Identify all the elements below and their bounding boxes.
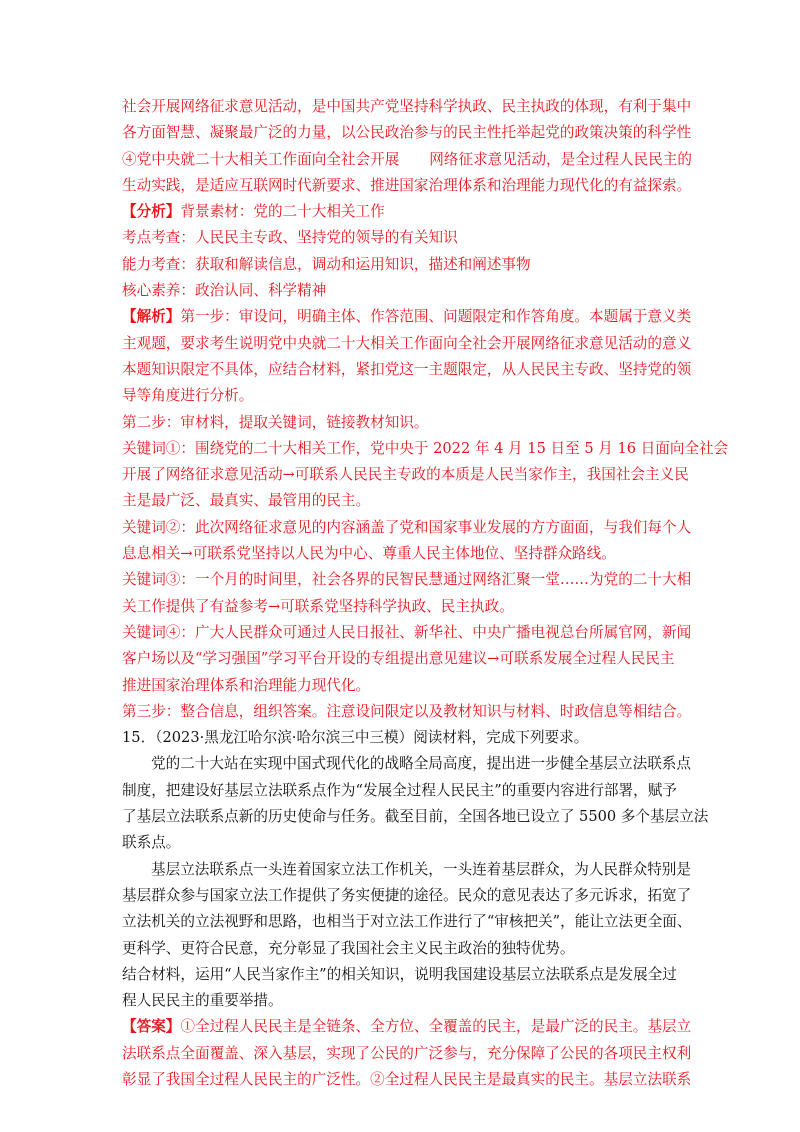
text-run: 制度，把建设好基层立法联系点作为“发展全过程人民民主”的重要内容进行部署，赋予: [122, 781, 677, 799]
text-run: 【分析】: [122, 203, 181, 221]
text-line: [122, 962, 682, 988]
text-line: [122, 594, 682, 620]
text-line: [122, 909, 692, 935]
text-run: 基层立法联系点一头连着国家立法工作机关，一头连着基层群众，为人民群众特别是: [151, 860, 691, 878]
text-run: 第三步：整合信息，组织答案。注意设问限定以及教材知识与材料、时政信息等相结合。: [122, 702, 692, 720]
text-line: [122, 567, 692, 593]
text-run: 息息相关→可联系党坚持以人民为中心、尊重人民主体地位、坚持群众路线。: [122, 545, 616, 563]
text-run: 更科学、更符合民意，充分彰显了我国社会主义民主政治的独特优势。: [122, 939, 575, 957]
text-line: [122, 120, 692, 146]
text-line: [122, 436, 729, 462]
text-run: 主是最广泛、最真实、最管用的民主。: [122, 492, 371, 510]
text-run: 关键词④：广大人民群众可通过人民日报社、新华社、中央广播电视总台所属官网，新闻: [122, 623, 692, 641]
text-run: 考点考查：人民民主专政、坚持党的领导的有关知识: [122, 229, 458, 247]
text-line: [122, 278, 682, 304]
text-run: 网络征求意见活动，是全过程人民民主的: [429, 150, 692, 168]
text-line: [122, 383, 682, 409]
text-run: 关键词①：围绕党的二十大相关工作，党中央于 2022 年 4 月 15 日至 5 月 16 日面向全社会: [122, 439, 729, 457]
text-run: 15．（2023·黑龙江哈尔滨·哈尔滨三中三模）阅读材料，完成下列要求。: [122, 729, 589, 747]
text-line: [122, 1041, 692, 1067]
text-line: [122, 488, 682, 514]
text-run: 了基层立法联系点新的历史使命与任务。截至目前，全国各地已设立了 5500 多个基层立法: [122, 808, 709, 826]
text-run: 推进国家治理体系和治理能力现代化。: [122, 676, 371, 694]
text-line: [122, 699, 692, 725]
text-run: 开展了网络征求意见活动→可联系人民民主专政的本质是人民当家作主，我国社会主义民: [122, 466, 689, 484]
text-line: [122, 857, 691, 883]
text-run: 本题知识限定不具体，应结合材料，紧扣党这一主题限定，从人民民主专政、坚持党的领: [122, 360, 692, 378]
text-run: 客户场以及“学习强国”学习平台开设的专组提出意见建议→可联系发展全过程人民民主: [122, 650, 675, 668]
text-run: 各方面智慧、凝聚最广泛的力量，以公民政治参与的民主性托举起党的政策决策的科学性: [122, 124, 692, 142]
text-line: [122, 1067, 692, 1093]
text-line: [122, 462, 689, 488]
text-line: [122, 541, 682, 567]
document-page: [122, 94, 729, 1093]
text-line: [122, 751, 691, 777]
text-run: 第一步：审设问，明确主体、作答范围、问题限定和作答角度。本题属于意义类: [180, 308, 692, 326]
text-run: 关工作提供了有益参考→可联系党坚持科学执政、民主执政。: [122, 597, 514, 615]
text-line: [122, 331, 692, 357]
text-run: 程人民民主的重要举措。: [122, 992, 283, 1010]
text-run: 关键词③：一个月的时间里，社会各界的民智民慧通过网络汇聚一堂……为党的二十大相: [122, 571, 692, 589]
text-line: [122, 304, 692, 330]
text-line: [122, 673, 682, 699]
text-run: 第二步：审材料，提取关键词，链接教材知识。: [122, 413, 429, 431]
text-run: ④党中央就二十大相关工作面向全社会开展: [122, 150, 400, 168]
text-line: [122, 94, 692, 120]
text-run: 立法机关的立法视野和思路，也相当于对立法工作进行了“审核把关”，能让立法更全面、: [122, 913, 692, 931]
text-line: [122, 778, 682, 804]
text-line: [122, 620, 692, 646]
text-line: [122, 830, 682, 856]
text-line: [122, 1014, 692, 1040]
text-run: 【答案】: [122, 1018, 181, 1036]
text-line: [122, 357, 692, 383]
text-line: [122, 725, 682, 751]
text-line: [122, 646, 682, 672]
text-line: [122, 804, 709, 830]
text-run: 联系点。: [122, 834, 181, 852]
text-line: [122, 252, 682, 278]
text-run: 核心素养：政治认同、科学精神: [122, 282, 327, 300]
text-line: [122, 199, 682, 225]
text-run: 生动实践，是适应互联网时代新要求、推进国家治理体系和治理能力现代化的有益探索。: [122, 176, 692, 194]
text-run: 彰显了我国全过程人民民主的广泛性。②全过程人民民主是最真实的民主。基层立法联系: [122, 1070, 692, 1088]
text-line: [122, 988, 682, 1014]
text-run: 结合材料，运用“人民当家作主”的相关知识，说明我国建设基层立法联系点是发展全过: [122, 965, 677, 983]
text-run: 【解析】: [122, 308, 181, 326]
text-run: 能力考查：获取和解读信息，调动和运用知识，描述和阐述事物: [122, 255, 531, 273]
text-run: 导等角度进行分析。: [122, 387, 254, 405]
text-run: 关键词②：此次网络征求意见的内容涵盖了党和国家事业发展的方方面面，与我们每个人: [122, 518, 692, 536]
text-line: [122, 515, 692, 541]
text-run: 党的二十大站在实现中国式现代化的战略全局高度，提出进一步健全基层立法联系点: [151, 755, 691, 773]
text-run: 社会开展网络征求意见活动，是中国共产党坚持科学执政、民主执政的体现，有利于集中: [122, 98, 692, 115]
text-line: [122, 147, 692, 173]
text-line: [122, 410, 682, 436]
text-line: [122, 225, 682, 251]
text-run: 主观题，要求考生说明党中央就二十大相关工作面向全社会开展网络征求意见活动的意义: [122, 334, 692, 352]
text-line: [122, 936, 682, 962]
text-run: 法联系点全面覆盖、深入基层，实现了公民的广泛参与，充分保障了公民的各项民主权利: [122, 1044, 692, 1062]
text-line: [122, 883, 692, 909]
text-line: [122, 173, 692, 199]
text-run: 基层群众参与国家立法工作提供了务实便捷的途径。民众的意见表达了多元诉求，拓宽了: [122, 886, 692, 904]
text-run: 背景素材：党的二十大相关工作: [180, 203, 385, 221]
text-run: ①全过程人民民主是全链条、全方位、全覆盖的民主，是最广泛的民主。基层立: [180, 1018, 692, 1036]
